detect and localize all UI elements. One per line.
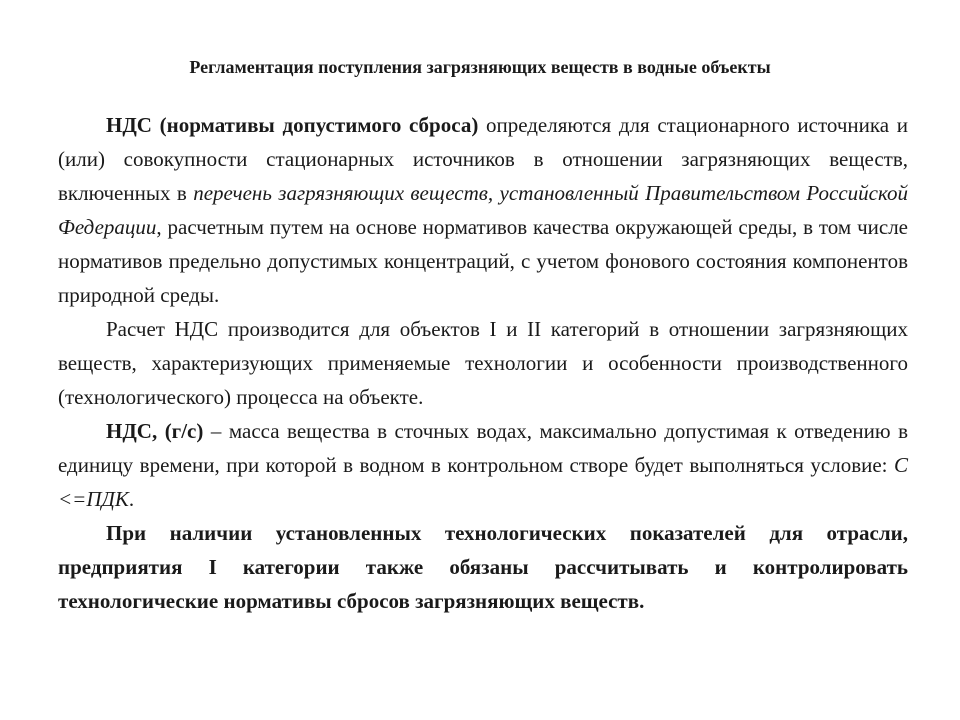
paragraph-nds-definition <box>58 108 908 312</box>
condition-formula: С <=ПДК <box>58 453 908 511</box>
paragraph-nds-gs <box>58 414 908 516</box>
paragraph-nds-calculation: Расчет НДС производится для объектов I и II категорий в отношении загрязняющих веществ, характеризующих применяемые технологии и особенности производственного (технологического) процесса на объекте. <box>58 317 908 409</box>
paragraph-end: . <box>128 487 135 511</box>
paragraph-technological-norms: При наличии установленных технологических показателей для отрасли, предприятия I категории также обязаны рассчитывать и контролировать технологические нормативы сбросов загрязняющих веществ. <box>58 521 908 613</box>
paragraph-text: определяются для стационарного источника и (или) совокупности стационарных источников в отношении загрязняющих веществ, включенных в <box>58 113 908 205</box>
italic-pollutant-list: перечень загрязняющих веществ, установленный Правительством Российской Федерации <box>58 181 908 239</box>
slide-title: Регламентация поступления загрязняющих веществ в водные объекты <box>189 57 771 77</box>
slide-body <box>58 108 908 618</box>
paragraph-text: – масса вещества в сточных водах, максимально допустимая к отведению в единицу времени, при которой в водном в контрольном створе будет выполняться условие: <box>58 419 908 477</box>
term-nds-gs: НДС, (г/с) <box>106 419 204 443</box>
term-nds: НДС (нормативы допустимого сброса) <box>106 113 479 137</box>
paragraph-text: , расчетным путем на основе нормативов качества окружающей среды, в том числе нормативов предельно допустимых концентраций, с учетом фонового состояния компонентов природной среды. <box>58 215 908 307</box>
